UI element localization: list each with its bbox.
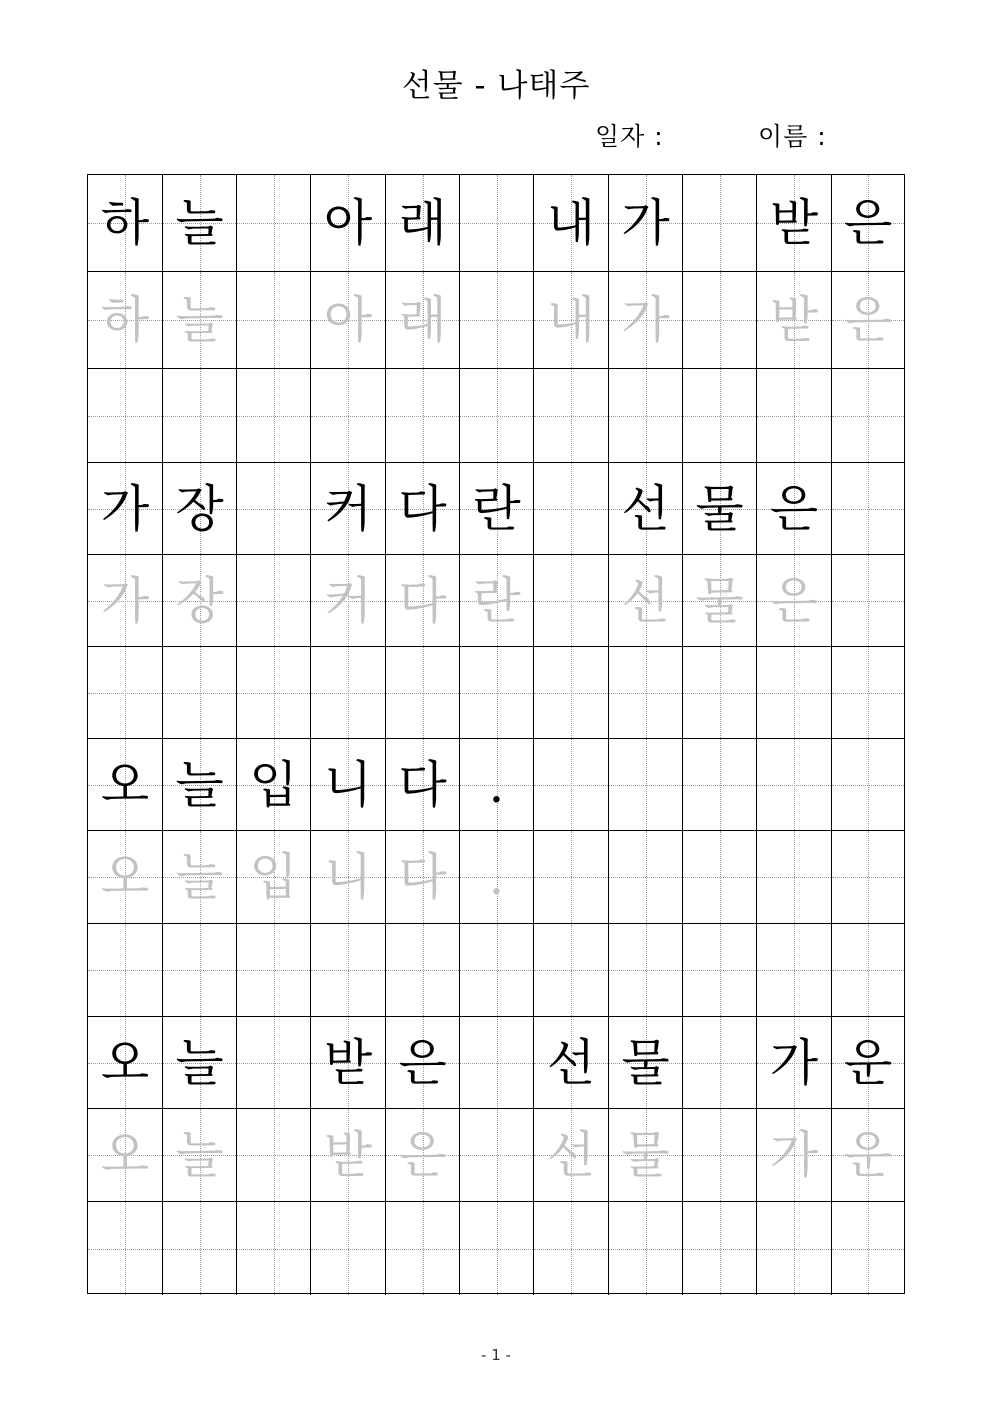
horizontal-guide-line [757, 416, 831, 417]
model-character: 아 [323, 194, 373, 252]
line-2-blank-row [88, 647, 904, 739]
model-cell [460, 175, 534, 271]
trace-cell [88, 555, 163, 646]
trace-character: 래 [398, 291, 447, 349]
horizontal-guide-line [311, 693, 385, 694]
writing-cell[interactable] [832, 924, 904, 1016]
trace-cell [832, 1109, 904, 1201]
model-cell [534, 739, 609, 830]
horizontal-guide-line [832, 416, 904, 417]
model-character: 니 [323, 755, 373, 814]
writing-cell[interactable] [88, 369, 163, 462]
trace-cell [311, 1109, 386, 1201]
model-cell [88, 1017, 163, 1108]
model-character: 란 [472, 479, 521, 538]
model-character: 운 [843, 1033, 893, 1092]
model-cell [386, 463, 460, 554]
model-cell [88, 175, 163, 271]
trace-cell [460, 1109, 534, 1201]
trace-cell [88, 272, 163, 368]
horizontal-guide-line [386, 1249, 459, 1250]
writing-cell[interactable] [163, 369, 237, 462]
model-character: 다 [398, 755, 447, 814]
writing-cell[interactable] [609, 647, 683, 738]
writing-cell[interactable] [609, 369, 683, 462]
writing-cell[interactable] [460, 647, 534, 738]
trace-cell [832, 831, 904, 923]
writing-cell[interactable] [832, 647, 904, 738]
model-cell [311, 1017, 386, 1108]
trace-cell [683, 1109, 757, 1201]
horizontal-guide-line [237, 1155, 310, 1156]
trace-character: 물 [621, 1126, 670, 1184]
trace-character: 가 [100, 571, 150, 630]
trace-cell [88, 1109, 163, 1201]
trace-cell [757, 831, 832, 923]
horizontal-guide-line [609, 877, 682, 878]
model-cell [460, 1017, 534, 1108]
name-label: 이름 : [758, 122, 827, 151]
trace-cell [534, 831, 609, 923]
writing-cell[interactable] [386, 924, 460, 1016]
model-cell [757, 463, 832, 554]
horizontal-guide-line [832, 693, 904, 694]
writing-cell[interactable] [88, 924, 163, 1016]
model-character: 커 [323, 479, 373, 538]
writing-cell[interactable] [460, 924, 534, 1016]
worksheet-title: 선물 - 나태주 [401, 68, 591, 104]
horizontal-guide-line [609, 1249, 682, 1250]
model-cell [311, 739, 386, 830]
horizontal-guide-line [832, 877, 904, 878]
model-character: . [488, 755, 505, 814]
model-character: 오 [100, 1033, 150, 1092]
horizontal-guide-line [757, 785, 831, 786]
model-character: 선 [621, 479, 670, 538]
trace-cell [534, 555, 609, 646]
writing-cell[interactable] [683, 369, 757, 462]
model-character: 오 [100, 755, 150, 814]
horizontal-guide-line [534, 1249, 608, 1250]
model-character: 래 [398, 194, 447, 252]
trace-cell [534, 1109, 609, 1201]
writing-cell[interactable] [534, 647, 609, 738]
trace-cell [237, 1109, 311, 1201]
trace-cell [237, 272, 311, 368]
model-cell [757, 1017, 832, 1108]
model-cell [757, 739, 832, 830]
horizontal-guide-line [534, 601, 608, 602]
model-cell [237, 175, 311, 271]
model-character: 은 [769, 479, 819, 538]
trace-character: 니 [323, 848, 373, 906]
writing-cell[interactable] [460, 1202, 534, 1295]
horizontal-guide-line [757, 970, 831, 971]
model-character: 받 [769, 194, 819, 252]
model-cell [311, 463, 386, 554]
horizontal-guide-line [460, 970, 533, 971]
horizontal-guide-line [534, 970, 608, 971]
trace-character: 은 [398, 1126, 447, 1184]
writing-cell[interactable] [163, 924, 237, 1016]
writing-cell[interactable] [386, 1202, 460, 1295]
trace-cell [832, 555, 904, 646]
trace-character: 오 [100, 848, 150, 906]
horizontal-guide-line [683, 1249, 756, 1250]
model-cell [163, 175, 237, 271]
model-cell [311, 175, 386, 271]
writing-cell[interactable] [832, 1202, 904, 1295]
horizontal-guide-line [683, 416, 756, 417]
trace-cell [163, 1109, 237, 1201]
horizontal-guide-line [683, 877, 756, 878]
trace-cell [237, 555, 311, 646]
trace-character: 장 [175, 571, 224, 630]
horizontal-guide-line [534, 693, 608, 694]
trace-character: 다 [398, 571, 447, 630]
model-cell [609, 1017, 683, 1108]
trace-cell [832, 272, 904, 368]
horizontal-guide-line [609, 785, 682, 786]
horizontal-guide-line [832, 970, 904, 971]
trace-character: 선 [621, 571, 670, 630]
trace-cell [683, 272, 757, 368]
model-character: 가 [621, 194, 670, 252]
model-cell [609, 463, 683, 554]
model-cell [683, 175, 757, 271]
horizontal-guide-line [460, 223, 533, 224]
writing-cell[interactable] [311, 647, 386, 738]
trace-character: 은 [769, 571, 819, 630]
model-character: 선 [546, 1033, 596, 1092]
trace-character: 가 [769, 1126, 819, 1184]
horizontal-guide-line [237, 416, 310, 417]
horizontal-guide-line [163, 1249, 236, 1250]
trace-cell [609, 1109, 683, 1201]
model-cell [163, 1017, 237, 1108]
model-character: 입 [249, 755, 298, 814]
horizontal-guide-line [534, 416, 608, 417]
line-1-blank-row [88, 369, 904, 463]
trace-character: 늘 [175, 291, 224, 349]
writing-cell[interactable] [311, 1202, 386, 1295]
horizontal-guide-line [757, 693, 831, 694]
writing-cell[interactable] [386, 647, 460, 738]
trace-cell [460, 555, 534, 646]
line-4-trace-row [88, 1109, 904, 1202]
horizontal-guide-line [683, 693, 756, 694]
horizontal-guide-line [460, 320, 533, 321]
writing-cell[interactable] [311, 369, 386, 462]
page-number: - 1 - [481, 1346, 511, 1364]
model-cell [386, 1017, 460, 1108]
trace-cell [163, 272, 237, 368]
trace-character: 선 [546, 1126, 596, 1184]
trace-cell [163, 831, 237, 923]
writing-cell[interactable] [609, 924, 683, 1016]
trace-character: 다 [398, 848, 447, 906]
writing-cell[interactable] [832, 369, 904, 462]
line-4-model-row [88, 1017, 904, 1109]
horizontal-guide-line [88, 416, 162, 417]
trace-cell [311, 555, 386, 646]
horizontal-guide-line [460, 416, 533, 417]
horizontal-guide-line [237, 693, 310, 694]
model-cell [683, 1017, 757, 1108]
model-cell [386, 175, 460, 271]
model-cell [237, 463, 311, 554]
trace-cell [683, 555, 757, 646]
writing-cell[interactable] [237, 369, 311, 462]
trace-character: . [488, 848, 505, 906]
model-cell [609, 739, 683, 830]
writing-cell[interactable] [534, 924, 609, 1016]
trace-cell [386, 1109, 460, 1201]
writing-cell[interactable] [88, 1202, 163, 1295]
horizontal-guide-line [237, 970, 310, 971]
writing-cell[interactable] [88, 647, 163, 738]
model-cell [534, 463, 609, 554]
writing-grid [87, 174, 905, 1294]
horizontal-guide-line [683, 785, 756, 786]
model-cell [757, 175, 832, 271]
trace-character: 받 [323, 1126, 373, 1184]
model-cell [832, 739, 904, 830]
trace-cell [386, 555, 460, 646]
horizontal-guide-line [237, 223, 310, 224]
trace-cell [88, 831, 163, 923]
horizontal-guide-line [460, 1249, 533, 1250]
date-label: 일자 : [595, 122, 664, 151]
model-character: 은 [398, 1033, 447, 1092]
model-character: 다 [398, 479, 447, 538]
model-cell [832, 463, 904, 554]
model-character: 늘 [175, 194, 224, 252]
horizontal-guide-line [311, 1249, 385, 1250]
line-3-trace-row [88, 831, 904, 924]
trace-character: 운 [843, 1126, 893, 1184]
model-cell [163, 739, 237, 830]
model-cell [832, 175, 904, 271]
model-cell [163, 463, 237, 554]
writing-cell[interactable] [534, 369, 609, 462]
horizontal-guide-line [460, 1155, 533, 1156]
trace-character: 은 [843, 291, 893, 349]
model-cell [386, 739, 460, 830]
model-character: 하 [100, 194, 150, 252]
trace-cell [609, 555, 683, 646]
model-character: 물 [621, 1033, 670, 1092]
horizontal-guide-line [683, 223, 756, 224]
writing-cell[interactable] [683, 924, 757, 1016]
horizontal-guide-line [386, 416, 459, 417]
trace-character: 하 [100, 291, 150, 349]
horizontal-guide-line [609, 416, 682, 417]
line-4-blank-row [88, 1202, 904, 1295]
trace-cell [460, 831, 534, 923]
writing-cell[interactable] [386, 369, 460, 462]
model-character: 가 [100, 479, 150, 538]
line-1-trace-row [88, 272, 904, 369]
model-cell [683, 463, 757, 554]
model-character: 받 [323, 1033, 373, 1092]
horizontal-guide-line [163, 693, 236, 694]
trace-character: 커 [323, 571, 373, 630]
trace-character: 늘 [175, 848, 224, 906]
horizontal-guide-line [88, 1249, 162, 1250]
model-cell [534, 1017, 609, 1108]
trace-character: 입 [249, 848, 298, 906]
writing-cell[interactable] [757, 647, 832, 738]
horizontal-guide-line [534, 785, 608, 786]
horizontal-guide-line [832, 785, 904, 786]
horizontal-guide-line [237, 320, 310, 321]
horizontal-guide-line [386, 970, 459, 971]
writing-cell[interactable] [683, 1202, 757, 1295]
model-cell [460, 739, 534, 830]
trace-cell [460, 272, 534, 368]
trace-cell [609, 831, 683, 923]
trace-cell [237, 831, 311, 923]
line-3-blank-row [88, 924, 904, 1017]
horizontal-guide-line [832, 601, 904, 602]
trace-cell [311, 272, 386, 368]
model-character: 장 [175, 479, 224, 538]
horizontal-guide-line [757, 1249, 831, 1250]
horizontal-guide-line [237, 1063, 310, 1064]
line-3-model-row [88, 739, 904, 831]
model-character: 늘 [175, 755, 224, 814]
trace-character: 늘 [175, 1126, 224, 1184]
horizontal-guide-line [163, 416, 236, 417]
horizontal-guide-line [460, 693, 533, 694]
horizontal-guide-line [237, 509, 310, 510]
horizontal-guide-line [163, 970, 236, 971]
model-character: 내 [546, 194, 596, 252]
model-cell [609, 175, 683, 271]
horizontal-guide-line [832, 1249, 904, 1250]
horizontal-guide-line [88, 970, 162, 971]
writing-cell[interactable] [757, 924, 832, 1016]
writing-cell[interactable] [757, 369, 832, 462]
trace-cell [683, 831, 757, 923]
horizontal-guide-line [237, 1249, 310, 1250]
writing-cell[interactable] [237, 924, 311, 1016]
trace-character: 가 [621, 291, 670, 349]
writing-cell[interactable] [683, 647, 757, 738]
trace-cell [757, 272, 832, 368]
model-character: 은 [843, 194, 893, 252]
writing-cell[interactable] [237, 1202, 311, 1295]
model-character: 가 [769, 1033, 819, 1092]
model-cell [237, 739, 311, 830]
line-2-trace-row [88, 555, 904, 647]
trace-character: 물 [695, 571, 744, 630]
trace-character: 오 [100, 1126, 150, 1184]
horizontal-guide-line [683, 320, 756, 321]
horizontal-guide-line [534, 509, 608, 510]
horizontal-guide-line [460, 1063, 533, 1064]
horizontal-guide-line [683, 1155, 756, 1156]
horizontal-guide-line [237, 601, 310, 602]
trace-cell [757, 1109, 832, 1201]
horizontal-guide-line [683, 970, 756, 971]
writing-cell[interactable] [311, 924, 386, 1016]
trace-cell [163, 555, 237, 646]
horizontal-guide-line [683, 1063, 756, 1064]
horizontal-guide-line [832, 509, 904, 510]
writing-cell[interactable] [460, 369, 534, 462]
trace-character: 내 [546, 291, 596, 349]
model-cell [460, 463, 534, 554]
model-cell [534, 175, 609, 271]
trace-cell [609, 272, 683, 368]
model-character: 물 [695, 479, 744, 538]
horizontal-guide-line [88, 693, 162, 694]
model-cell [237, 1017, 311, 1108]
horizontal-guide-line [609, 970, 682, 971]
trace-character: 받 [769, 291, 819, 349]
model-cell [683, 739, 757, 830]
trace-character: 아 [323, 291, 373, 349]
model-cell [832, 1017, 904, 1108]
writing-cell[interactable] [163, 1202, 237, 1295]
writing-cell[interactable] [163, 647, 237, 738]
writing-cell[interactable] [237, 647, 311, 738]
trace-cell [311, 831, 386, 923]
trace-cell [534, 272, 609, 368]
model-cell [88, 739, 163, 830]
writing-cell[interactable] [534, 1202, 609, 1295]
line-1-model-row [88, 175, 904, 272]
model-character: 늘 [175, 1033, 224, 1092]
horizontal-guide-line [534, 877, 608, 878]
horizontal-guide-line [757, 877, 831, 878]
writing-cell[interactable] [757, 1202, 832, 1295]
trace-character: 란 [472, 571, 521, 630]
trace-cell [386, 831, 460, 923]
line-2-model-row [88, 463, 904, 555]
trace-cell [757, 555, 832, 646]
horizontal-guide-line [311, 970, 385, 971]
writing-cell[interactable] [609, 1202, 683, 1295]
horizontal-guide-line [609, 693, 682, 694]
model-cell [88, 463, 163, 554]
horizontal-guide-line [311, 416, 385, 417]
horizontal-guide-line [386, 693, 459, 694]
trace-cell [386, 272, 460, 368]
